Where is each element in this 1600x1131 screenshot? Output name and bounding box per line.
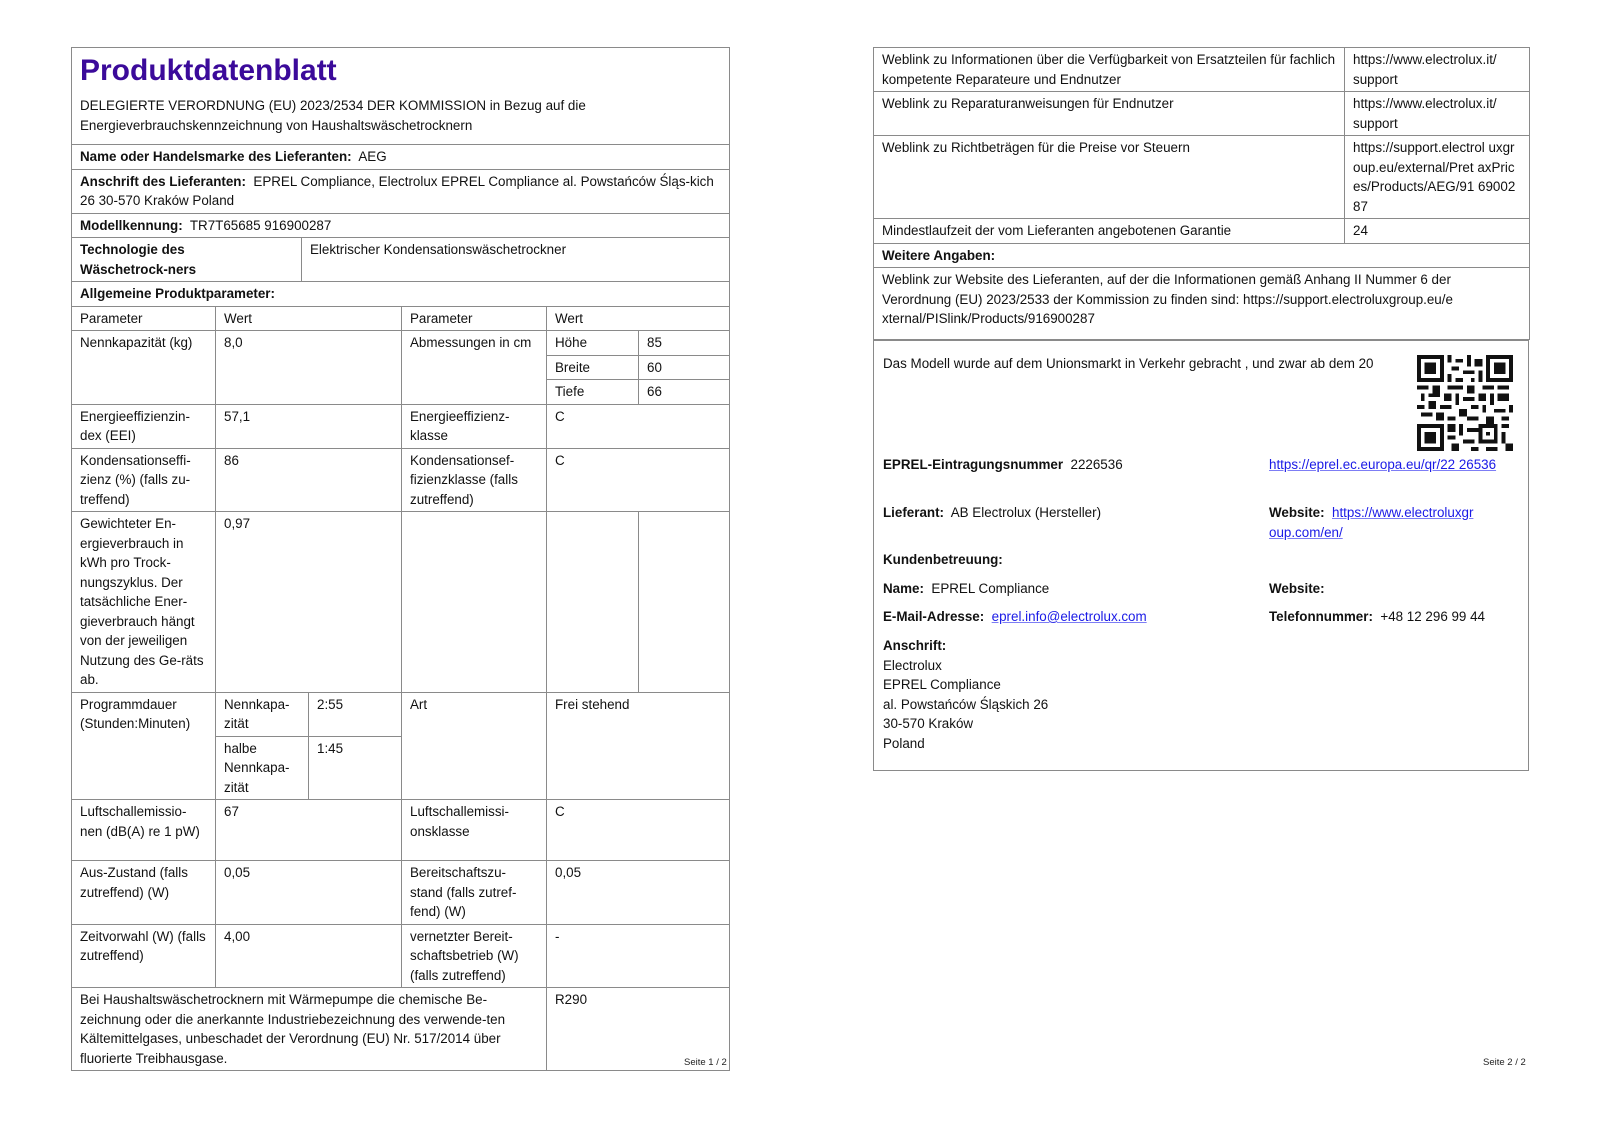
- email-link[interactable]: eprel.info@electrolux.com: [991, 609, 1147, 624]
- energy-class-value: C: [547, 404, 730, 448]
- dimensions-label: Abmessungen in cm: [402, 331, 547, 405]
- eprel-label: EPREL-Eintragungsnummer: [883, 457, 1064, 472]
- col-header-value-2: Wert: [547, 306, 730, 331]
- page-title: Produktdatenblatt: [80, 54, 337, 87]
- cs-name-value: EPREL Compliance: [931, 581, 1050, 596]
- standby-value: 0,05: [547, 861, 730, 925]
- width-value: 60: [639, 355, 730, 380]
- height-value: 85: [639, 331, 730, 356]
- eprel-link-wrap: [1269, 455, 1499, 475]
- empty-cell: [402, 512, 547, 693]
- supplier-address-value: EPREL Compliance, Electrolux EPREL Compliance al. Powstańców Śląs-kich 26 30-570 Kraków Poland: [80, 173, 714, 208]
- rated-capacity-label: Nennkapazität (kg): [72, 331, 216, 405]
- regulation-text: DELEGIERTE VERORDNUNG (EU) 2023/2534 DER KOMMISSION in Bezug auf die Energieverbrauchskennzeichnung von Haushaltswäschetrocknern: [80, 98, 586, 133]
- program-half-label: halbe Nennkapa-zität: [216, 736, 309, 800]
- weighted-energy-label: Gewichteter En-ergieverbrauch in kWh pro Trock-nungszyklus. Der tatsächliche Ener-gieverbrauch hängt von der jeweiligen Nutzung des Ge-räts ab.: [72, 512, 216, 693]
- eprel-number: 2226536: [1070, 457, 1123, 472]
- model-label: Modellkennung:: [80, 217, 183, 233]
- further-info-label: Weitere Angaben:: [874, 243, 1530, 268]
- prices-link[interactable]: https://support.electrol uxgroup.eu/external/Pret axPrices/Products/AEG/91 6900287: [1345, 136, 1530, 219]
- noise-label: Luftschallemissio-nen (dB(A) re 1 pW): [72, 800, 216, 861]
- page-number-2: Seite 2 / 2: [1483, 1057, 1526, 1068]
- supplier-name-label: Name oder Handelsmarke des Lieferanten:: [80, 149, 352, 164]
- off-mode-label: Aus-Zustand (falls zutreffend) (W): [72, 861, 216, 925]
- cs-website-label: Website:: [1269, 581, 1325, 596]
- address-line: Poland: [883, 735, 925, 751]
- condensation-efficiency-value: 86: [216, 448, 402, 512]
- general-params-label: Allgemeine Produktparameter:: [72, 282, 730, 307]
- technology-label: Technologie des Wäschetrock-ners: [72, 238, 302, 282]
- supplier-name-row: [72, 145, 730, 170]
- warranty-label: Mindestlaufzeit der vom Lieferanten angebotenen Garantie: [874, 219, 1345, 244]
- supplier-value: AB Electrolux (Hersteller): [950, 505, 1102, 520]
- spare-parts-label: Weblink zu Informationen über die Verfügbarkeit von Ersatzteilen für fachlich kompetente Reparateure und Endnutzer: [874, 48, 1345, 92]
- parameter-table: [71, 306, 730, 1072]
- repair-instructions-link[interactable]: https://www.electrolux.it/ support: [1345, 92, 1530, 136]
- address-label: Anschrift:: [883, 638, 947, 653]
- phone-label: Telefonnummer:: [1269, 609, 1373, 624]
- supplier-row: [883, 503, 1101, 523]
- cs-name-label: Name:: [883, 581, 924, 596]
- phone-value: +48 12 296 99 44: [1380, 609, 1485, 624]
- empty-cell: [639, 512, 730, 693]
- depth-label: Tiefe: [547, 380, 639, 405]
- standby-label: Bereitschaftszu-stand (falls zutref-fend) (W): [402, 861, 547, 925]
- eei-label: Energieeffizienzin-dex (EEI): [72, 404, 216, 448]
- program-duration-label: Programmdauer (Stunden:Minuten): [72, 692, 216, 800]
- customer-service-label: Kundenbetreuung:: [883, 552, 1003, 567]
- noise-value: 67: [216, 800, 402, 861]
- page-1: [71, 47, 729, 1071]
- delay-start-label: Zeitvorwahl (W) (falls zutreffend): [72, 924, 216, 988]
- cs-name-row: [883, 579, 1049, 599]
- eei-value: 57,1: [216, 404, 402, 448]
- col-header-parameter-1: Parameter: [72, 306, 216, 331]
- repair-instructions-label: Weblink zu Reparaturanweisungen für Endnutzer: [874, 92, 1345, 136]
- address-line: al. Powstańców Śląskich 26: [883, 696, 1049, 712]
- eprel-link[interactable]: https://eprel.ec.europa.eu/qr/22 26536: [1269, 457, 1497, 472]
- warranty-value: 24: [1345, 219, 1530, 244]
- condensation-efficiency-label: Kondensationseffi-zienz (%) (falls zu-treffend): [72, 448, 216, 512]
- depth-value: 66: [639, 380, 730, 405]
- condensation-class-label: Kondensationsef-fizienzklasse (falls zutreffend): [402, 448, 547, 512]
- energy-class-label: Energieeffizienz-klasse: [402, 404, 547, 448]
- col-header-parameter-2: Parameter: [402, 306, 547, 331]
- further-info-text: Weblink zur Website des Lieferanten, auf der die Informationen gemäß Anhang II Nummer 6 der Verordnung (EU) 2023/2533 der Kommission zu finden sind: https://support.electroluxgroup.eu/e xternal/PISlink/Products/916900287: [874, 268, 1530, 340]
- supplier-label: Lieferant:: [883, 505, 945, 520]
- type-label: Art: [402, 692, 547, 800]
- spare-parts-link[interactable]: https://www.electrolux.it/ support: [1345, 48, 1530, 92]
- rated-capacity-value: 8,0: [216, 331, 402, 405]
- page-number-1: Seite 1 / 2: [684, 1057, 727, 1068]
- refrigerant-label: Bei Haushaltswäschetrocknern mit Wärmepumpe die chemische Be-zeichnung oder die anerkannte Industriebezeichnung des verwende-ten Kältemittelgases, unbeschadet der Verordnung (EU) Nr. 517/2014 über fluorierte Treibhausgase.: [72, 988, 547, 1071]
- model-value: TR7T65685 916900287: [189, 217, 332, 233]
- phone-row: [1269, 607, 1485, 627]
- type-value: Frei stehend: [547, 692, 730, 800]
- address-line: 30-570 Kraków: [883, 716, 974, 731]
- supplier-address-row: [72, 169, 730, 213]
- off-mode-value: 0,05: [216, 861, 402, 925]
- address-line: Electrolux: [883, 657, 942, 673]
- networked-standby-value: -: [547, 924, 730, 988]
- product-datasheet-table: [71, 47, 730, 307]
- email-label: E-Mail-Adresse:: [883, 609, 985, 624]
- noise-class-label: Luftschallemissi-onsklasse: [402, 800, 547, 861]
- width-label: Breite: [547, 355, 639, 380]
- program-rated-label: Nennkapa-zität: [216, 692, 309, 736]
- email-row: [883, 607, 1147, 627]
- supplier-address-label: Anschrift des Lieferanten:: [80, 173, 246, 189]
- header-cell: [72, 48, 730, 145]
- model-row: [72, 213, 730, 238]
- eprel-info-panel: [873, 340, 1529, 771]
- delay-start-value: 4,00: [216, 924, 402, 988]
- program-rated-value: 2:55: [309, 692, 402, 736]
- prices-label: Weblink zu Richtbeträgen für die Preise vor Steuern: [874, 136, 1345, 219]
- technology-value: Elektrischer Kondensationswäschetrockner: [302, 238, 730, 282]
- market-text: Das Modell wurde auf dem Unionsmarkt in Verkehr gebracht , und zwar ab dem 20: [883, 356, 1374, 371]
- empty-cell: [547, 512, 639, 693]
- address-block: [883, 636, 1048, 753]
- website-label: Website:: [1269, 505, 1325, 520]
- height-label: Höhe: [547, 331, 639, 356]
- links-table: [873, 47, 1530, 340]
- noise-class-value: C: [547, 800, 730, 861]
- condensation-class-value: C: [547, 448, 730, 512]
- address-line: EPREL Compliance: [883, 677, 1001, 692]
- col-header-value-1: Wert: [216, 306, 402, 331]
- refrigerant-value: R290: [547, 988, 730, 1071]
- eprel-number-row: [883, 455, 1123, 475]
- page-2: [873, 47, 1529, 340]
- supplier-name-value: AEG: [358, 149, 387, 164]
- website-link[interactable]: https://www.electroluxgr oup.com/en/: [1269, 505, 1474, 540]
- website-row: [1269, 503, 1509, 542]
- qr-code-icon[interactable]: [1417, 355, 1513, 451]
- weighted-energy-value: 0,97: [216, 512, 402, 693]
- program-half-value: 1:45: [309, 736, 402, 800]
- networked-standby-label: vernetzter Bereit-schaftsbetrieb (W) (falls zutreffend): [402, 924, 547, 988]
